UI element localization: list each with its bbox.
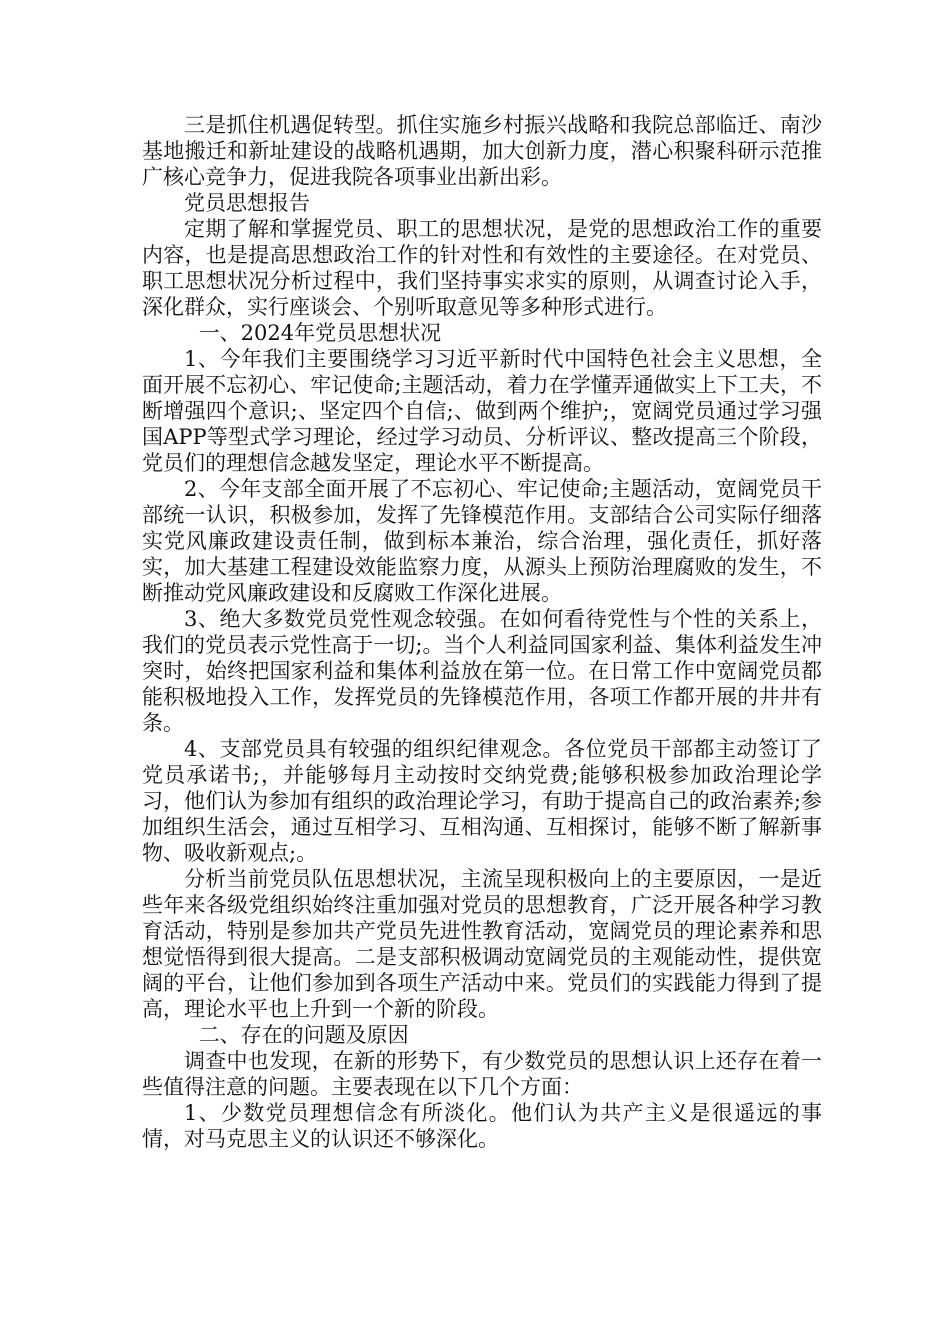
paragraph-problem-1: 1、少数党员理想信念有所淡化。他们认为共产主义是很遥远的事情，对马克思主义的认识还不够深化。 xyxy=(142,1101,822,1151)
paragraph-item-2: 2、今年支部全面开展了不忘初心、牢记使命;主题活动，宽阔党员干部统一认识，积极参加，发挥了先锋模范作用。支部结合公司实际仔细落实党风廉政建设责任制，做到标本兼治，综合治理，强化责任，抓好落实，加大基建工程建设效能监察力度，从源头上预防治理腐败的发生，不断推动党风廉政建设和反腐败工作深化进展。 xyxy=(142,477,822,605)
paragraph-survey: 调查中也发现，在新的形势下，有少数党员的思想认识上还存在着一些值得注意的问题。主要表现在以下几个方面： xyxy=(142,1049,822,1099)
paragraph-seize-opportunity: 三是抓住机遇促转型。抓住实施乡村振兴战略和我院总部临迁、南沙基地搬迁和新址建设的战略机遇期，加大创新力度，潜心积聚科研示范推广核心竞争力，促进我院各项事业出新出彩。 xyxy=(142,113,822,189)
section-title-report: 党员思想报告 xyxy=(184,191,310,215)
document-body xyxy=(142,112,822,1152)
section-heading-2: 二、存在的问题及原因 xyxy=(198,1023,409,1047)
paragraph-intro: 定期了解和掌握党员、职工的思想状况，是党的思想政治工作的重要内容，也是提高思想政治工作的针对性和有效性的主要途径。在对党员、职工思想状况分析过程中，我们坚持事实求实的原则，从调查讨论入手，深化群众，实行座谈会、个别听取意见等多种形式进行。 xyxy=(142,217,822,319)
paragraph-item-3: 3、绝大多数党员党性观念较强。在如何看待党性与个性的关系上，我们的党员表示党性高于一切;。当个人利益同国家利益、集体利益发生冲突时，始终把国家利益和集体利益放在第一位。在日常工作中宽阔党员都能积极地投入工作，发挥党员的先锋模范作用，各项工作都开展的井井有条。 xyxy=(142,607,822,735)
paragraph-item-1: 1、今年我们主要围绕学习习近平新时代中国特色社会主义思想，全面开展不忘初心、牢记使命;主题活动，着力在学懂弄通做实上下工夫，不断增强四个意识;、坚定四个自信;、做到两个维护;，宽阔党员通过学习强国APP等型式学习理论，经过学习动员、分析评议、整改提高三个阶段，党员们的理想信念越发坚定，理论水平不断提高。 xyxy=(142,347,822,475)
paragraph-analysis: 分析当前党员队伍思想状况，主流呈现积极向上的主要原因，一是近些年来各级党组织始终注重加强对党员的思想教育，广泛开展各种学习教育活动，特别是参加共产党员先进性教育活动，宽阔党员的理论素养和思想觉悟得到很大提高。二是支部积极调动宽阔党员的主观能动性，提供宽阔的平台，让他们参加到各项生产活动中来。党员们的实践能力得到了提高，理论水平也上升到一个新的阶段。 xyxy=(142,867,822,1021)
section-heading-1: 一、2024年党员思想状况 xyxy=(198,321,442,345)
paragraph-item-4: 4、支部党员具有较强的组织纪律观念。各位党员干部都主动签订了党员承诺书;，并能够每月主动按时交纳党费;能够积极参加政治理论学习，他们认为参加有组织的政治理论学习，有助于提高自己的政治素养;参加组织生活会，通过互相学习、互相沟通、互相探讨，能够不断了解新事物、吸收新观点;。 xyxy=(142,737,822,865)
